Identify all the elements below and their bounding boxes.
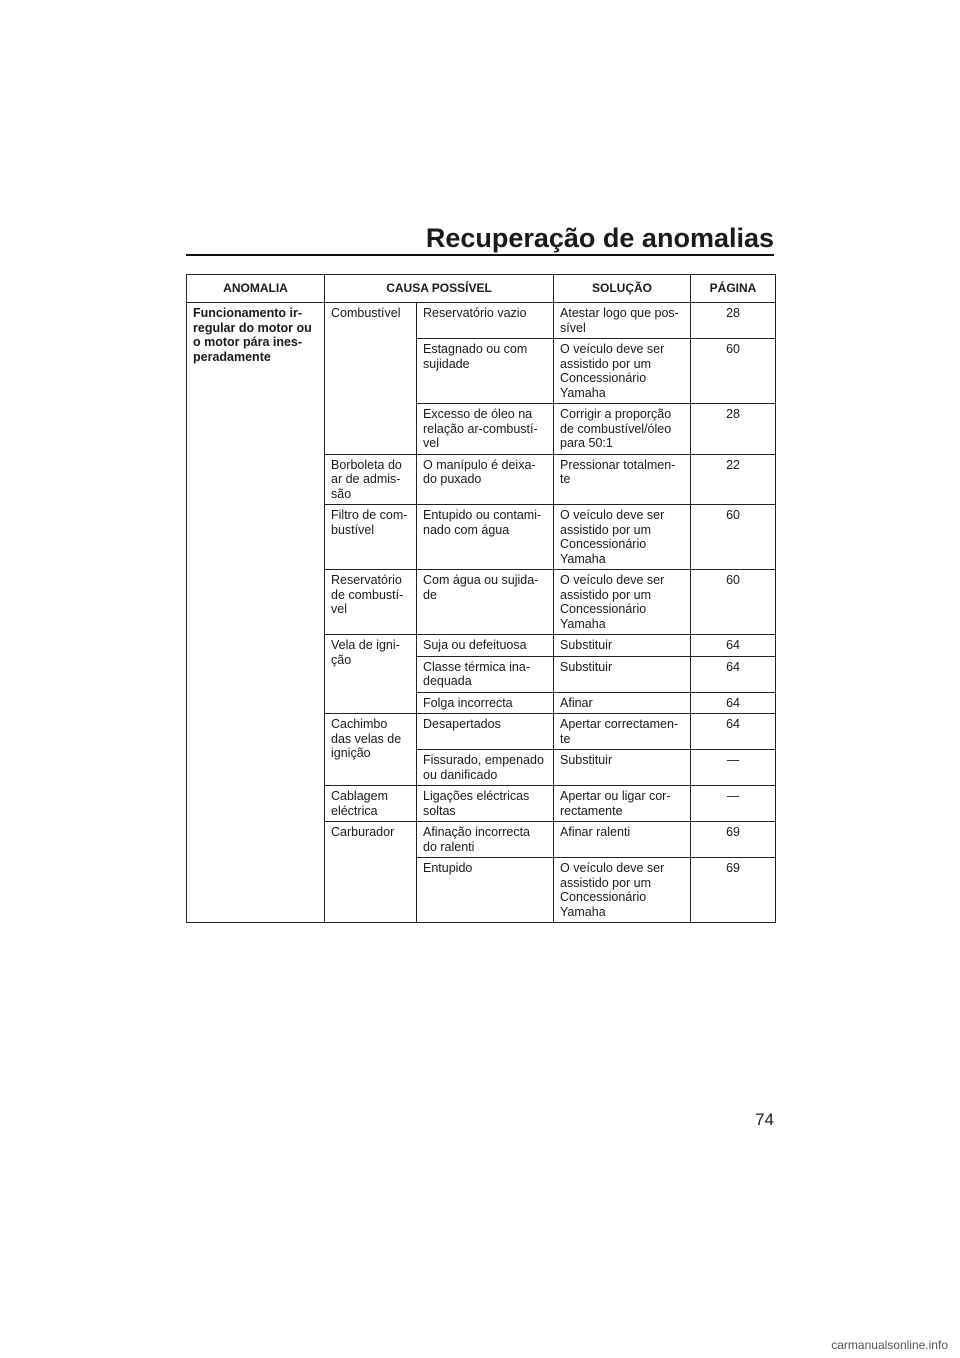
page-title: Recuperação de anomalias <box>425 223 774 253</box>
footer-watermark: carmanualsonline.info <box>831 1338 948 1352</box>
page-ref-cell: 69 <box>691 822 776 858</box>
detail-cell: Entupido <box>417 858 554 923</box>
cause-cell: Combustível <box>325 303 417 455</box>
detail-cell: Com água ou sujida- de <box>417 570 554 635</box>
page-ref-cell: 64 <box>691 692 776 714</box>
page-ref-cell: 64 <box>691 656 776 692</box>
solution-cell: Corrigir a proporção de combustível/óleo para 50:1 <box>554 404 691 455</box>
solution-cell: Apertar ou ligar cor- rectamente <box>554 786 691 822</box>
page-ref-cell: 28 <box>691 404 776 455</box>
table-body <box>187 303 776 923</box>
solution-cell: O veículo deve ser assistido por um Concessionário Yamaha <box>554 570 691 635</box>
detail-cell: Suja ou defeituosa <box>417 635 554 657</box>
header-causa-possivel: CAUSA POSSÍVEL <box>325 275 554 303</box>
cause-cell: Filtro de com- bustível <box>325 505 417 570</box>
solution-cell: Pressionar totalmen- te <box>554 454 691 505</box>
page-ref-cell: 60 <box>691 570 776 635</box>
troubleshooting-table <box>186 274 776 923</box>
table-header-row <box>187 275 776 303</box>
cause-cell: Reservatório de combustí- vel <box>325 570 417 635</box>
detail-cell: Estagnado ou com sujidade <box>417 339 554 404</box>
detail-cell: Reservatório vazio <box>417 303 554 339</box>
solution-cell: Afinar ralenti <box>554 822 691 858</box>
detail-cell: Folga incorrecta <box>417 692 554 714</box>
detail-cell: Ligações eléctricas soltas <box>417 786 554 822</box>
detail-cell: O manípulo é deixa- do puxado <box>417 454 554 505</box>
solution-cell: Afinar <box>554 692 691 714</box>
solution-cell: Substituir <box>554 635 691 657</box>
page-ref-cell: 69 <box>691 858 776 923</box>
cause-cell: Borboleta do ar de admis- são <box>325 454 417 505</box>
cause-cell: Cablagem eléctrica <box>325 786 417 822</box>
solution-cell: O veículo deve ser assistido por um Concessionário Yamaha <box>554 505 691 570</box>
header-anomalia: ANOMALIA <box>187 275 325 303</box>
header-pagina: PÁGINA <box>691 275 776 303</box>
page-ref-cell: — <box>691 786 776 822</box>
solution-cell: Apertar correctamen- te <box>554 714 691 750</box>
page-ref-cell: 60 <box>691 339 776 404</box>
table-row <box>187 303 776 339</box>
title-divider <box>186 254 774 256</box>
cause-cell: Vela de igni- ção <box>325 635 417 714</box>
page-ref-cell: 64 <box>691 635 776 657</box>
page-ref-cell: 64 <box>691 714 776 750</box>
solution-cell: Substituir <box>554 750 691 786</box>
detail-cell: Entupido ou contami- nado com água <box>417 505 554 570</box>
page-ref-cell: 60 <box>691 505 776 570</box>
solution-cell: Substituir <box>554 656 691 692</box>
page-ref-cell: — <box>691 750 776 786</box>
detail-cell: Excesso de óleo na relação ar-combustí- vel <box>417 404 554 455</box>
solution-cell: O veículo deve ser assistido por um Concessionário Yamaha <box>554 339 691 404</box>
page-ref-cell: 22 <box>691 454 776 505</box>
cause-cell: Carburador <box>325 822 417 923</box>
solution-cell: Atestar logo que pos- sível <box>554 303 691 339</box>
page-ref-cell: 28 <box>691 303 776 339</box>
header-solucao: SOLUÇÃO <box>554 275 691 303</box>
detail-cell: Fissurado, empenado ou danificado <box>417 750 554 786</box>
page-number: 74 <box>755 1110 774 1129</box>
anomaly-cell: Funcionamento ir- regular do motor ou o motor pára ines- peradamente <box>187 303 325 923</box>
detail-cell: Desapertados <box>417 714 554 750</box>
detail-cell: Classe térmica ina- dequada <box>417 656 554 692</box>
solution-cell: O veículo deve ser assistido por um Concessionário Yamaha <box>554 858 691 923</box>
detail-cell: Afinação incorrecta do ralenti <box>417 822 554 858</box>
cause-cell: Cachimbo das velas de ignição <box>325 714 417 786</box>
